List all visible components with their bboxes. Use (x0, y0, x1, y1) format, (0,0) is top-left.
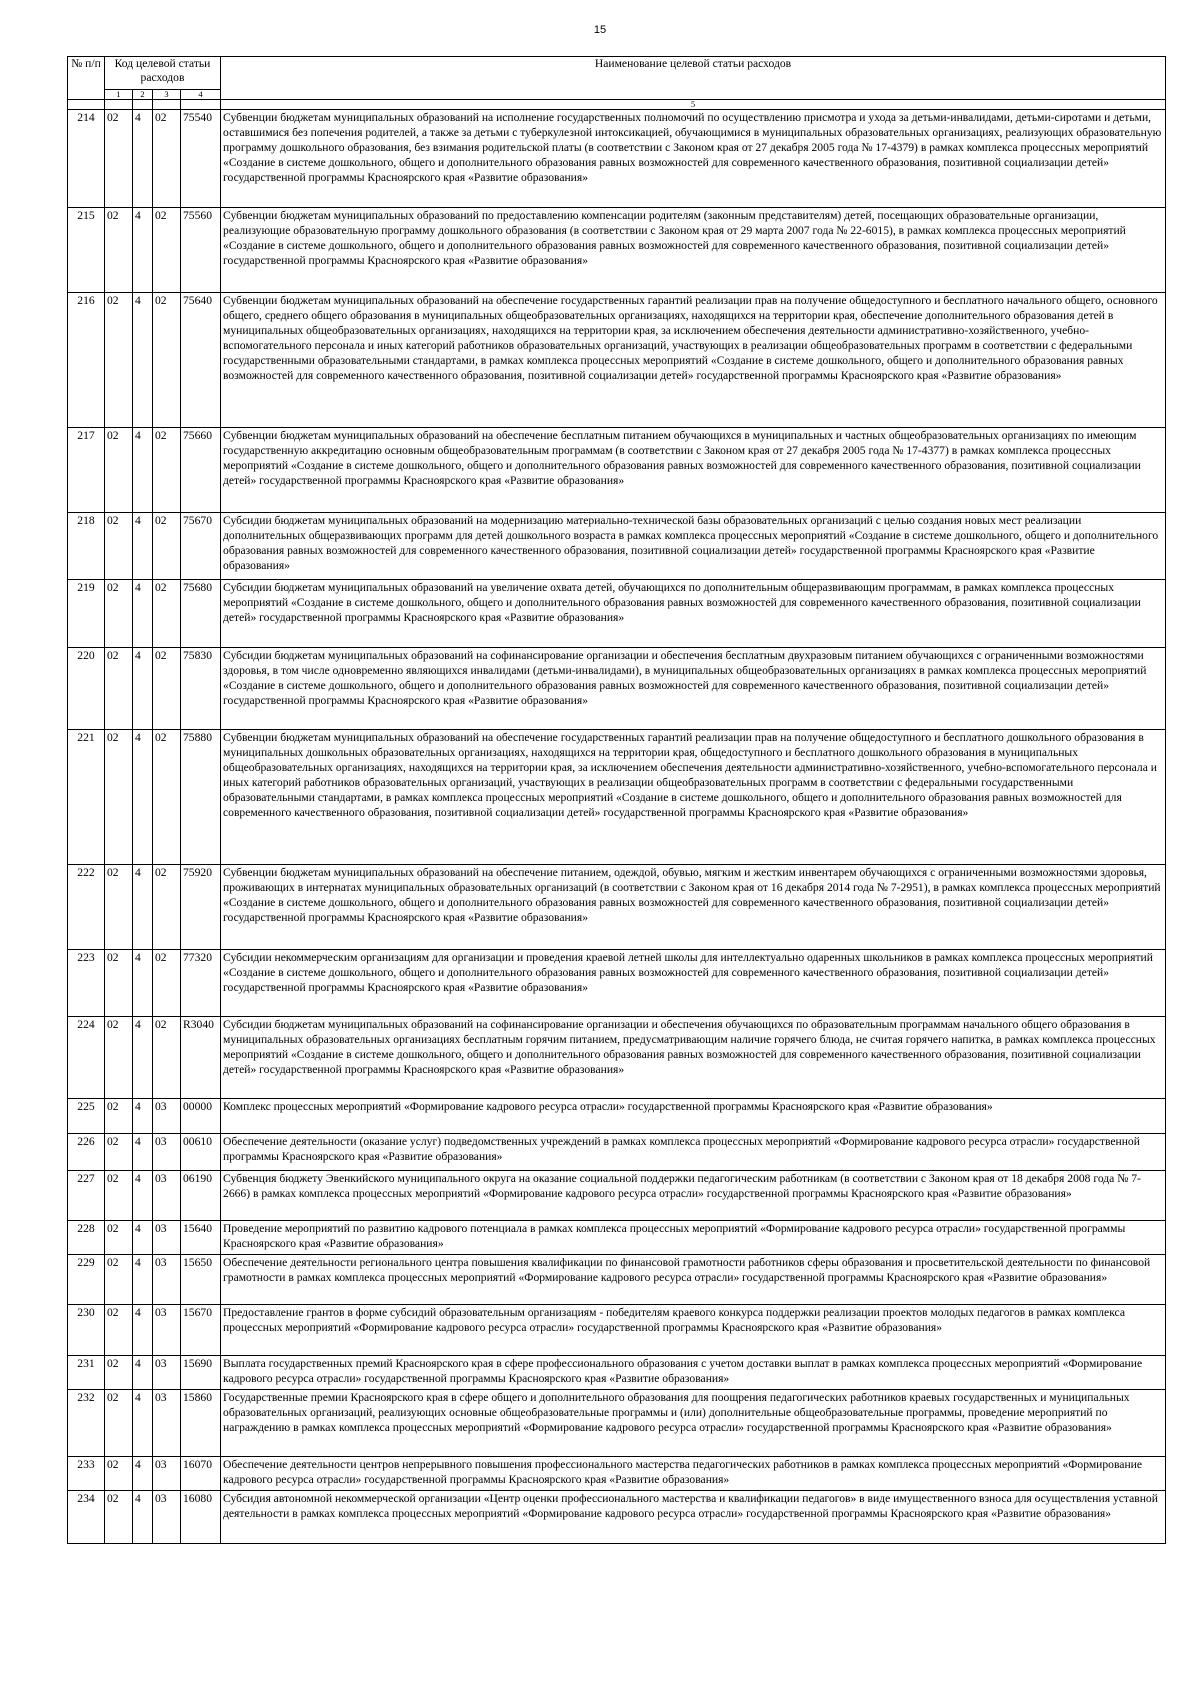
code-part-4: 15640 (181, 1221, 221, 1255)
row-name: Выплата государственных премий Красноярского края в сфере профессионального образования с учетом доставки выплат в рамках комплекса процессных мероприятий «Формирование кадрового ресурса отрасли» государственной программы Красноярского края «Развитие образования» (221, 1356, 1166, 1390)
code-part-4: 00000 (181, 1099, 221, 1134)
code-part-1: 02 (105, 865, 133, 950)
code-part-1: 02 (105, 1221, 133, 1255)
table-row (68, 1099, 1166, 1134)
row-name: Государственные премии Красноярского края в сфере общего и дополнительного образования для поощрения педагогических работников краевых государственных и муниципальных образовательных организаций, реализующих основные общеобразовательные программы и (или) дополнительные общеобразовательные программы, проведение мероприятий по награждению в рамках комплекса процессных мероприятий «Формирование кадрового ресурса отрасли» государственной программы Красноярского края «Развитие образования» (221, 1390, 1166, 1457)
row-number: 224 (68, 1017, 105, 1099)
row-name: Субвенция бюджету Эвенкийского муниципального округа на оказание социальной поддержки педагогическим работникам (в соответствии с Законом края от 18 декабря 2008 года № 7-2666) в рамках комплекса процессных мероприятий «Формирование кадрового ресурса отрасли» государственной программы Красноярского края «Развитие образования» (221, 1171, 1166, 1221)
table-row (68, 648, 1166, 730)
code-part-1: 02 (105, 1390, 133, 1457)
code-part-1: 02 (105, 1356, 133, 1390)
code-part-4: 15860 (181, 1390, 221, 1457)
code-part-4: 75880 (181, 730, 221, 865)
code-part-4: R3040 (181, 1017, 221, 1099)
code-part-1: 02 (105, 1017, 133, 1099)
row-number: 231 (68, 1356, 105, 1390)
row-name: Субсидия автономной некоммерческой организации «Центр оценки профессионального мастерства и квалификации педагогов» в виде имущественного взноса для осуществления уставной деятельности в рамках комплекса процессных мероприятий «Формирование кадрового ресурса отрасли» государственной программы Красноярского края «Развитие образования» (221, 1491, 1166, 1544)
code-part-1: 02 (105, 1099, 133, 1134)
code-part-2: 4 (133, 1457, 153, 1491)
code-part-3: 02 (153, 648, 181, 730)
code-part-3: 02 (153, 428, 181, 513)
code-part-3: 02 (153, 580, 181, 648)
code-part-3: 02 (153, 865, 181, 950)
table-row (68, 730, 1166, 865)
code-part-1: 02 (105, 513, 133, 580)
row-number: 219 (68, 580, 105, 648)
row-name: Обеспечение деятельности (оказание услуг) подведомственных учреждений в рамках комплекса процессных мероприятий «Формирование кадрового ресурса отрасли» государственной программы Красноярского края «Развитие образования» (221, 1134, 1166, 1171)
code-part-1: 02 (105, 1457, 133, 1491)
table-row (68, 580, 1166, 648)
row-name: Субвенции бюджетам муниципальных образований на обеспечение государственных гарантий реализации прав на получение общедоступного и бесплатного начального общего, основного общего, среднего общего образования в муниципальных общеобразовательных организациях, находящихся на территории края, обеспечение дополнительного образования детей в муниципальных общеобразовательных организациях, находящихся на территории края, за исключением обеспечения деятельности административно-хозяйственного, учебно-вспомогательного персонала и иных категорий работников образовательных организаций, участвующих в реализации общеобразовательных программ в соответствии с федеральными государственными образовательными стандартами, в рамках комплекса процессных мероприятий «Создание в системе дошкольного, общего и дополнительного образования равных возможностей для современного качественного образования, позитивной социализации детей» государственной программы Красноярского края «Развитие образования» (221, 293, 1166, 428)
code-part-1: 02 (105, 428, 133, 513)
code-part-3: 02 (153, 293, 181, 428)
code-part-1: 02 (105, 648, 133, 730)
code-part-2: 4 (133, 293, 153, 428)
code-part-2: 4 (133, 865, 153, 950)
table-row (68, 208, 1166, 293)
row-number: 223 (68, 950, 105, 1017)
table-row (68, 1457, 1166, 1491)
code-part-2: 4 (133, 428, 153, 513)
code-part-3: 03 (153, 1134, 181, 1171)
code-part-1: 02 (105, 580, 133, 648)
code-part-4: 77320 (181, 950, 221, 1017)
row-name: Комплекс процессных мероприятий «Формирование кадрового ресурса отрасли» государственной программы Красноярского края «Развитие образования» (221, 1099, 1166, 1134)
row-name: Субвенции бюджетам муниципальных образований по предоставлению компенсации родителям (законным представителям) детей, посещающих образовательные организации, реализующие образовательную программу дошкольного образования (в соответствии с Законом края от 29 марта 2007 года № 22-6015), в рамках комплекса процессных мероприятий «Создание в системе дошкольного, общего и дополнительного образования равных возможностей для современного качественного образования, позитивной социализации детей» государственной программы Красноярского края «Развитие образования» (221, 208, 1166, 293)
code-part-2: 4 (133, 208, 153, 293)
code-part-4: 75680 (181, 580, 221, 648)
code-part-2: 4 (133, 1390, 153, 1457)
col-index-1: 1 (105, 90, 133, 100)
code-part-3: 02 (153, 110, 181, 208)
table-body (68, 110, 1166, 1544)
row-number: 226 (68, 1134, 105, 1171)
code-part-1: 02 (105, 293, 133, 428)
code-part-2: 4 (133, 110, 153, 208)
code-part-3: 03 (153, 1457, 181, 1491)
row-name: Обеспечение деятельности регионального центра повышения квалификации по финансовой грамотности работников сферы образования и просветительской деятельности по финансовой грамотности в рамках комплекса процессных мероприятий «Формирование кадрового ресурса отрасли» государственной программы Красноярского края «Развитие образования» (221, 1255, 1166, 1305)
row-number: 216 (68, 293, 105, 428)
code-part-2: 4 (133, 1305, 153, 1356)
col-index-5: 5 (221, 100, 1166, 110)
code-part-2: 4 (133, 513, 153, 580)
code-part-2: 4 (133, 1134, 153, 1171)
code-part-4: 15650 (181, 1255, 221, 1305)
code-part-2: 4 (133, 1356, 153, 1390)
code-part-1: 02 (105, 1171, 133, 1221)
code-part-2: 4 (133, 730, 153, 865)
code-part-3: 02 (153, 208, 181, 293)
row-number: 218 (68, 513, 105, 580)
table-row (68, 428, 1166, 513)
row-name: Субвенции бюджетам муниципальных образований на обеспечение государственных гарантий реализации прав на получение общедоступного и бесплатного дошкольного образования в муниципальных дошкольных образовательных организациях, находящихся на территории края, общедоступного и бесплатного дошкольного образования в муниципальных общеобразовательных организациях, находящихся на территории края, за исключением обеспечения деятельности административно-хозяйственного, учебно-вспомогательного персонала и иных категорий работников образовательных организаций, участвующих в реализации общеобразовательных программ в соответствии с федеральными государственными образовательными стандартами, в рамках комплекса процессных мероприятий «Создание в системе дошкольного, общего и дополнительного образования равных возможностей для современного качественного образования, позитивной социализации детей» государственной программы Красноярского края «Развитие образования» (221, 730, 1166, 865)
code-part-3: 02 (153, 950, 181, 1017)
row-number: 234 (68, 1491, 105, 1544)
code-part-2: 4 (133, 580, 153, 648)
code-part-1: 02 (105, 1491, 133, 1544)
code-part-2: 4 (133, 1221, 153, 1255)
table-row (68, 513, 1166, 580)
row-name: Субсидии бюджетам муниципальных образований на увеличение охвата детей, обучающихся по дополнительным общеразвивающим программам, в рамках комплекса процессных мероприятий «Создание в системе дошкольного, общего и дополнительного образования равных возможностей для современного качественного образования, позитивной социализации детей» государственной программы Красноярского края «Развитие образования» (221, 580, 1166, 648)
header-number: № п/п (68, 57, 105, 100)
code-part-3: 02 (153, 1017, 181, 1099)
row-number: 222 (68, 865, 105, 950)
code-part-3: 02 (153, 513, 181, 580)
code-part-4: 15670 (181, 1305, 221, 1356)
table-row (68, 1134, 1166, 1171)
row-number: 230 (68, 1305, 105, 1356)
row-name: Субвенции бюджетам муниципальных образований на обеспечение бесплатным питанием обучающихся в муниципальных и частных общеобразовательных организациях по имеющим государственную аккредитацию основным общеобразовательным программам (в соответствии с Законом края от 27 декабря 2005 года № 17-4377) в рамках комплекса процессных мероприятий «Создание в системе дошкольного, общего и дополнительного образования равных возможностей для современного качественного образования, позитивной социализации детей» государственной программы Красноярского края «Развитие образования» (221, 428, 1166, 513)
code-part-1: 02 (105, 730, 133, 865)
row-number: 232 (68, 1390, 105, 1457)
table-row (68, 1221, 1166, 1255)
code-part-4: 15690 (181, 1356, 221, 1390)
code-part-2: 4 (133, 648, 153, 730)
table-row (68, 1017, 1166, 1099)
code-part-4: 06190 (181, 1171, 221, 1221)
row-name: Предоставление грантов в форме субсидий образовательным организациям - победителям краевого конкурса поддержки реализации проектов молодых педагогов в рамках комплекса процессных мероприятий «Формирование кадрового ресурса отрасли» государственной программы Красноярского края «Развитие образования» (221, 1305, 1166, 1356)
code-part-4: 75660 (181, 428, 221, 513)
table-row (68, 1305, 1166, 1356)
code-part-3: 03 (153, 1390, 181, 1457)
row-name: Субвенции бюджетам муниципальных образований на обеспечение питанием, одеждой, обувью, мягким и жестким инвентарем обучающихся с ограниченными возможностями здоровья, проживающих в интернатах муниципальных образовательных организаций (в соответствии с Законом края от 16 декабря 2014 года № 7-2951), в рамках комплекса процессных мероприятий «Создание в системе дошкольного, общего и дополнительного образования равных возможностей для современного качественного образования, позитивной социализации детей» государственной программы Красноярского края «Развитие образования» (221, 865, 1166, 950)
row-name: Субвенции бюджетам муниципальных образований на исполнение государственных полномочий по осуществлению присмотра и ухода за детьми-инвалидами, детьми-сиротами и детьми, оставшимися без попечения родителей, а также за детьми с туберкулезной интоксикацией, обучающимися в муниципальных образовательных организациях, реализующих образовательную программу дошкольного образования, без взимания родительской платы (в соответствии с Законом края от 27 декабря 2005 года № 17-4379) в рамках комплекса процессных мероприятий «Создание в системе дошкольного, общего и дополнительного образования равных возможностей для современного качественного образования, позитивной социализации детей» государственной программы Красноярского края «Развитие образования» (221, 110, 1166, 208)
code-part-2: 4 (133, 1017, 153, 1099)
code-part-4: 75830 (181, 648, 221, 730)
code-part-1: 02 (105, 1255, 133, 1305)
row-name: Субсидии бюджетам муниципальных образований на софинансирование организации и обеспечения обучающихся по образовательным программам начального общего образования в муниципальных образовательных организациях бесплатным горячим питанием, предусматривающим наличие горячего блюда, не считая горячего напитка, в рамках комплекса процессных мероприятий «Создание в системе дошкольного, общего и дополнительного образования равных возможностей для современного качественного образования, позитивной социализации детей» государственной программы Красноярского края «Развитие образования» (221, 1017, 1166, 1099)
code-part-4: 75560 (181, 208, 221, 293)
table-row (68, 110, 1166, 208)
code-part-4: 00610 (181, 1134, 221, 1171)
row-number: 225 (68, 1099, 105, 1134)
code-part-3: 03 (153, 1171, 181, 1221)
target-expenditure-table (67, 56, 1166, 1544)
row-number: 228 (68, 1221, 105, 1255)
col-index-4: 4 (181, 90, 221, 100)
code-part-1: 02 (105, 110, 133, 208)
code-part-2: 4 (133, 1255, 153, 1305)
col-index-2: 2 (133, 90, 153, 100)
table-row (68, 1171, 1166, 1221)
table-row (68, 1255, 1166, 1305)
code-part-3: 03 (153, 1255, 181, 1305)
row-name: Субсидии бюджетам муниципальных образований на софинансирование организации и обеспечения бесплатным двухразовым питанием обучающихся с ограниченными возможностями здоровья, в том числе одновременно являющихся инвалидами (детьми-инвалидами), в муниципальных общеобразовательных организациях в рамках комплекса процессных мероприятий «Создание в системе дошкольного, общего и дополнительного образования равных возможностей для современного качественного образования, позитивной социализации детей» государственной программы Красноярского края «Развитие образования» (221, 648, 1166, 730)
code-part-2: 4 (133, 950, 153, 1017)
row-name: Субсидии бюджетам муниципальных образований на модернизацию материально-технической базы образовательных организаций с целью создания новых мест реализации дополнительных общеразвивающих программ для детей дошкольного возраста в рамках комплекса процессных мероприятий «Создание в системе дошкольного, общего и дополнительного образования равных возможностей для современного качественного образования, позитивной социализации детей» государственной программы Красноярского края «Развитие образования» (221, 513, 1166, 580)
table-row (68, 293, 1166, 428)
code-part-1: 02 (105, 1134, 133, 1171)
row-number: 229 (68, 1255, 105, 1305)
code-part-2: 4 (133, 1099, 153, 1134)
page-number: 15 (593, 24, 607, 36)
table-row (68, 950, 1166, 1017)
code-part-3: 03 (153, 1305, 181, 1356)
col-index-3: 3 (153, 90, 181, 100)
row-number: 221 (68, 730, 105, 865)
code-part-4: 75640 (181, 293, 221, 428)
code-part-1: 02 (105, 950, 133, 1017)
code-part-2: 4 (133, 1491, 153, 1544)
table-row (68, 865, 1166, 950)
table-row (68, 1356, 1166, 1390)
row-number: 217 (68, 428, 105, 513)
code-part-3: 03 (153, 1099, 181, 1134)
row-name: Проведение мероприятий по развитию кадрового потенциала в рамках комплекса процессных мероприятий «Формирование кадрового ресурса отрасли» государственной программы Красноярского края «Развитие образования» (221, 1221, 1166, 1255)
code-part-3: 03 (153, 1221, 181, 1255)
table-row (68, 1390, 1166, 1457)
row-number: 220 (68, 648, 105, 730)
row-number: 227 (68, 1171, 105, 1221)
header-name: Наименование целевой статьи расходов (221, 57, 1166, 100)
code-part-3: 03 (153, 1491, 181, 1544)
table-row (68, 1491, 1166, 1544)
code-part-2: 4 (133, 1171, 153, 1221)
row-number: 215 (68, 208, 105, 293)
code-part-4: 16080 (181, 1491, 221, 1544)
code-part-3: 03 (153, 1356, 181, 1390)
row-name: Обеспечение деятельности центров непрерывного повышения профессионального мастерства педагогических работников в рамках комплекса процессных мероприятий «Формирование кадрового ресурса отрасли» государственной программы Красноярского края «Развитие образования» (221, 1457, 1166, 1491)
code-part-1: 02 (105, 208, 133, 293)
row-name: Субсидии некоммерческим организациям для организации и проведения краевой летней школы для интеллектуально одаренных школьников в рамках комплекса процессных мероприятий «Создание в системе дошкольного, общего и дополнительного образования равных возможностей для современного качественного образования, позитивной социализации детей» государственной программы Красноярского края «Развитие образования» (221, 950, 1166, 1017)
code-part-4: 75540 (181, 110, 221, 208)
code-part-4: 75920 (181, 865, 221, 950)
row-number: 214 (68, 110, 105, 208)
code-part-4: 16070 (181, 1457, 221, 1491)
code-part-1: 02 (105, 1305, 133, 1356)
code-part-3: 02 (153, 730, 181, 865)
header-code: Код целевой статьи расходов (105, 57, 221, 90)
row-number: 233 (68, 1457, 105, 1491)
code-part-4: 75670 (181, 513, 221, 580)
